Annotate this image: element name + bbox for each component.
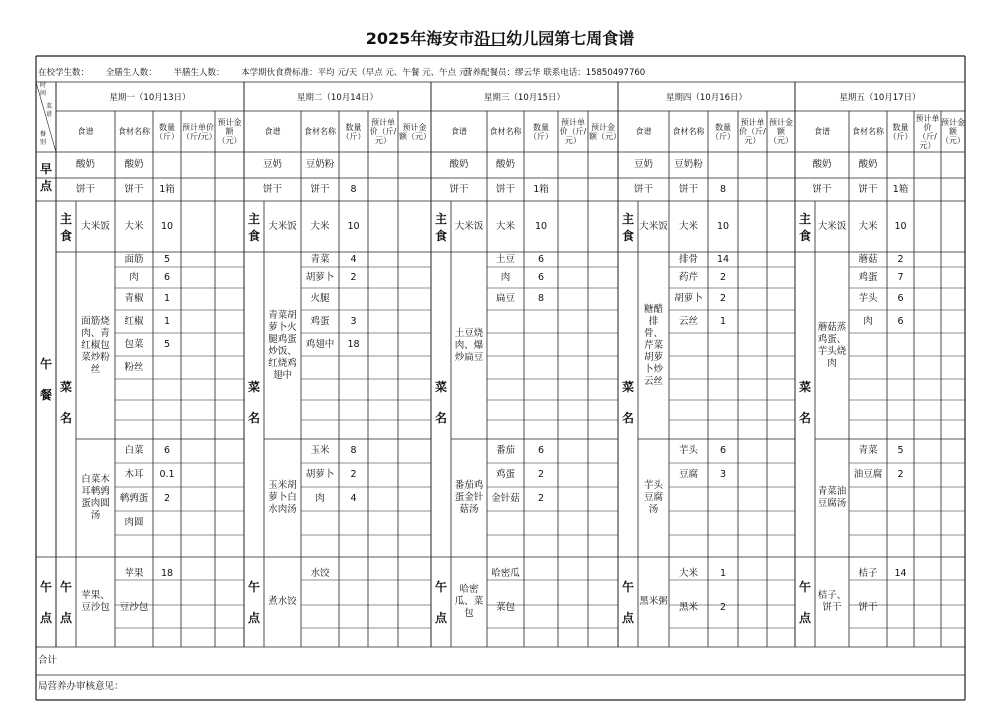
half-meal-label: 半膳生人数： — [173, 68, 225, 78]
corner-time-label: 时间 — [39, 81, 46, 97]
snack-sub-label: 午 点 — [798, 580, 811, 625]
lunch-dish-1-qty: 6 — [897, 293, 904, 304]
dishes-label: 菜 名 — [798, 380, 811, 425]
breakfast-qty: 1箱 — [533, 183, 549, 195]
col-header: 数量（斤） — [341, 122, 366, 141]
breakfast-dish: 酸奶 — [75, 159, 95, 170]
lunch-dish-2: 番茄鸡蛋金针菇汤 — [454, 480, 484, 515]
breakfast-qty: 8 — [350, 183, 357, 195]
lunch-dish-1-ingredient: 排骨 — [678, 253, 698, 265]
lunch-dish-1-qty: 7 — [897, 271, 904, 283]
dishes-label: 菜 名 — [59, 380, 72, 425]
lunch-dish-2: 芋头豆腐汤 — [643, 480, 663, 515]
col-header: 预计单价（斤/元） — [559, 118, 587, 145]
staple-ingredient: 大米 — [495, 220, 515, 232]
breakfast-qty — [153, 152, 181, 178]
staple-qty: 10 — [894, 220, 907, 232]
lunch-dish-2-qty — [153, 511, 181, 535]
snack-ingredient: 菜包 — [495, 602, 515, 613]
snack-ingredient: 饼干 — [858, 602, 878, 613]
col-header: 预计金额（元） — [217, 118, 242, 145]
col-header: 预计单价（斤/元） — [915, 113, 940, 150]
col-header: 预计金额（元） — [941, 118, 965, 145]
lunch-dish-1-qty: 6 — [537, 253, 545, 265]
lunch-dish-2: 青菜油豆腐汤 — [817, 486, 847, 509]
lunch-dish-1: 面筋烧肉、青红椒包菜炒粉丝 — [81, 315, 110, 375]
lunch-dish-1-ingredient: 火腿 — [310, 293, 330, 304]
lunch-dish-1-ingredient: 面筋 — [124, 253, 144, 265]
lunch-dish-1-ingredient: 包菜 — [124, 338, 144, 350]
breakfast-qty: 8 — [719, 183, 727, 195]
lunch-dish-1-qty — [339, 288, 368, 310]
lunch-dish-2: 玉米胡萝卜白水肉汤 — [268, 480, 297, 515]
staple-label: 主 食 — [798, 211, 811, 243]
full-meal-label: 全膳生人数： — [105, 68, 157, 78]
snack-qty: 1 — [719, 568, 727, 579]
lunch-dish-1-ingredient: 云丝 — [678, 315, 698, 327]
lunch-dish-2-ingredient: 油豆腐 — [853, 469, 883, 480]
lunch-dish-2-ingredient: 番茄 — [495, 445, 515, 456]
breakfast-dish: 饼干 — [262, 183, 282, 195]
breakfast-dish: 豆奶 — [262, 159, 282, 170]
lunch-dish-2-qty: 3 — [719, 469, 727, 480]
snack-dish: 苹果、豆沙包 — [81, 590, 110, 613]
lunch-dish-1-qty: 1 — [163, 315, 171, 327]
staple-dish: 大米饭 — [454, 220, 484, 232]
snack-ingredient: 水饺 — [310, 568, 330, 579]
snack-ingredient: 哈密瓜 — [491, 568, 520, 579]
lunch-dish-1-qty: 4 — [350, 253, 357, 265]
staple-label: 主 食 — [247, 211, 260, 243]
lunch-dish-1-qty: 14 — [716, 253, 730, 265]
lunch-dish-1: 蘑菇蒸鸡蛋、芋头烧肉 — [817, 321, 847, 369]
breakfast-ingredient: 豆奶粉 — [305, 159, 335, 170]
breakfast-dish: 酸奶 — [449, 159, 469, 170]
students-label: 在校学生数： — [38, 68, 90, 78]
snack-sub-label: 午 点 — [59, 580, 72, 625]
breakfast-ingredient: 饼干 — [495, 183, 515, 195]
breakfast-dish: 饼干 — [75, 183, 95, 195]
corner-meal-label: 餐别 — [39, 130, 46, 146]
col-header: 预计单价（斤/元） — [182, 122, 217, 141]
snack-ingredient: 苹果 — [124, 568, 144, 579]
lunch-dish-1-qty: 2 — [897, 253, 904, 265]
lunch-dish-1-qty: 2 — [719, 271, 727, 283]
lunch-dish-2-qty: 4 — [350, 493, 357, 504]
col-header: 食谱 — [264, 127, 281, 136]
lunch-dish-1-ingredient: 扁豆 — [495, 293, 515, 304]
lunch-dish-2-qty: 5 — [897, 445, 904, 456]
lunch-dish-2-ingredient: 鸡蛋 — [495, 469, 515, 480]
breakfast-qty: 1箱 — [892, 183, 909, 195]
lunch-dish-2-ingredient: 玉米 — [310, 445, 330, 456]
day-header-1: 星期一（10月13日） — [109, 92, 191, 103]
day-header-5: 星期五（10月17日） — [839, 92, 921, 103]
snack-label: 午 点 — [39, 580, 52, 625]
staple-qty: 10 — [347, 220, 360, 232]
col-header: 预计单价（斤/元） — [739, 118, 766, 145]
staple-label: 主 食 — [434, 211, 447, 243]
lunch-dish-1-ingredient: 青菜 — [310, 253, 330, 265]
snack-qty: 14 — [894, 568, 907, 579]
breakfast-label: 早 点 — [39, 161, 52, 193]
lunch-dish-2-ingredient: 芋头 — [678, 445, 698, 456]
lunch-dish-1-qty: 1 — [719, 315, 727, 327]
breakfast-qty — [887, 152, 914, 178]
breakfast-dish: 豆奶 — [633, 159, 653, 170]
lunch-dish-2-qty: 8 — [350, 445, 357, 456]
col-header: 食谱 — [814, 127, 830, 136]
fee-label: 本学期伙食费标准：平均 元/天（早点 元、午餐 元、午点 元） — [241, 68, 476, 78]
day-header-4: 星期四（10月16日） — [665, 92, 748, 103]
lunch-dish-2-qty: 2 — [897, 469, 904, 480]
staple-dish: 大米饭 — [817, 220, 847, 232]
lunch-dish-1-qty: 3 — [350, 315, 357, 327]
col-header: 预计单价（斤/元） — [369, 118, 397, 145]
staple-qty: 10 — [716, 220, 730, 232]
lunch-dish-1-qty: 6 — [163, 271, 171, 283]
snack-ingredient: 黑米 — [678, 602, 698, 613]
snack-sub-label: 午 点 — [434, 580, 447, 625]
lunch-dish-1-ingredient: 鸡翅中 — [305, 338, 335, 350]
lunch-dish-1: 糖醋排骨、芹菜胡萝卜炒云丝 — [643, 303, 663, 387]
breakfast-ingredient: 酸奶 — [495, 159, 515, 170]
lunch-dish-1-ingredient: 土豆 — [495, 253, 515, 265]
snack-ingredient: 桔子 — [858, 568, 878, 579]
snack-qty — [153, 594, 181, 622]
snack-dish: 哈密瓜、菜包 — [454, 584, 484, 619]
review-label: 局营养办审核意见： — [38, 681, 124, 692]
lunch-dish-1: 青菜胡萝卜火腿鸡蛋炒饭、红烧鸡翅中 — [268, 309, 297, 381]
lunch-dish-2-ingredient: 肉 — [315, 493, 325, 504]
col-header: 食材名称 — [489, 127, 522, 136]
snack-qty — [524, 594, 558, 622]
lunch-dish-2-qty: 2 — [350, 469, 357, 480]
snack-ingredient: 豆沙包 — [119, 602, 149, 613]
lunch-dish-2: 白菜木耳鹌鹑蛋肉圆汤 — [81, 474, 110, 521]
lunch-dish-2-qty: 2 — [537, 493, 545, 504]
snack-qty — [524, 560, 558, 588]
page-title: 2025年海安市沿口幼儿园第七周食谱 — [365, 29, 635, 48]
staple-ingredient: 大米 — [678, 220, 698, 232]
breakfast-dish: 酸奶 — [812, 159, 832, 170]
col-header: 预计金额（元） — [769, 118, 793, 145]
lunch-dish-2-qty: 2 — [163, 493, 171, 504]
lunch-dish-1-qty: 2 — [350, 271, 357, 283]
lunch-dish-1-qty: 5 — [163, 253, 171, 265]
lunch-dish-1-ingredient: 粉丝 — [124, 361, 144, 373]
staple-label: 主 食 — [59, 211, 72, 243]
lunch-dish-1-qty: 2 — [719, 293, 727, 304]
lunch-dish-2-qty: 6 — [537, 445, 545, 456]
dishes-label: 菜 名 — [621, 380, 634, 425]
lunch-dish-1-ingredient: 蘑菇 — [858, 253, 878, 265]
lunch-dish-2-qty: 6 — [163, 445, 171, 456]
col-header: 预计金额（元） — [589, 122, 621, 141]
snack-dish: 黑米粥 — [639, 596, 668, 607]
staple-qty: 10 — [160, 220, 174, 232]
lunch-dish-1-ingredient: 红椒 — [124, 315, 144, 327]
breakfast-ingredient: 饼干 — [310, 183, 330, 195]
snack-qty — [887, 594, 914, 622]
dishes-label: 菜 名 — [434, 380, 447, 425]
col-header: 预计金额（元） — [399, 122, 431, 141]
staple-qty: 10 — [534, 220, 548, 232]
staple-ingredient: 大米 — [310, 220, 330, 232]
lunch-dish-2-ingredient: 胡萝卜 — [305, 469, 335, 480]
lunch-dish-1-qty — [153, 356, 181, 379]
lunch-dish-1-qty: 6 — [537, 271, 545, 283]
staple-label: 主 食 — [621, 211, 634, 243]
snack-sub-label: 午 点 — [247, 580, 260, 625]
lunch-dish-1-ingredient: 肉 — [863, 315, 873, 327]
col-header: 食谱 — [635, 127, 652, 136]
col-header: 数量（斤） — [888, 122, 913, 141]
lunch-dish-2-ingredient: 白菜 — [124, 445, 144, 456]
lunch-dish-2-qty: 2 — [537, 469, 545, 480]
lunch-dish-1: 土豆烧肉、爆炒扁豆 — [454, 327, 484, 363]
staple-dish: 大米饭 — [268, 220, 297, 232]
lunch-dish-1-ingredient: 药芹 — [678, 271, 698, 283]
breakfast-qty — [524, 152, 558, 178]
lunch-dish-1-ingredient: 胡萝卜 — [305, 271, 335, 283]
col-header: 食材名称 — [304, 127, 336, 136]
lunch-dish-2-qty: 0.1 — [159, 469, 175, 480]
breakfast-ingredient: 酸奶 — [124, 159, 144, 170]
breakfast-qty — [339, 152, 368, 178]
col-header: 食材名称 — [672, 127, 705, 136]
staff-label: 营养配餐员：缪云华 联系电话：15850497760 — [464, 68, 646, 78]
lunch-dish-1-ingredient: 鸡蛋 — [858, 271, 878, 283]
lunch-dish-2-qty: 6 — [719, 445, 727, 456]
corner-dish-label: 菜谱 — [45, 102, 52, 118]
lunch-dish-2-ingredient: 木耳 — [124, 469, 144, 480]
snack-qty: 18 — [160, 568, 174, 579]
lunch-dish-1-qty: 1 — [163, 293, 171, 304]
col-header: 食谱 — [451, 127, 467, 136]
staple-dish: 大米饭 — [639, 220, 668, 232]
snack-qty — [339, 560, 368, 588]
lunch-dish-2-ingredient: 肉圆 — [124, 517, 144, 528]
lunch-dish-1-ingredient: 芋头 — [858, 293, 878, 304]
lunch-dish-2-ingredient: 金针菇 — [491, 493, 520, 504]
snack-qty: 2 — [719, 602, 727, 613]
lunch-dish-1-qty: 18 — [347, 338, 360, 350]
breakfast-ingredient: 豆奶粉 — [674, 159, 703, 170]
breakfast-ingredient: 饼干 — [124, 183, 144, 195]
col-header: 数量（斤） — [711, 122, 735, 141]
breakfast-dish: 饼干 — [812, 183, 832, 195]
col-header: 数量（斤） — [529, 122, 553, 141]
staple-dish: 大米饭 — [81, 220, 110, 232]
breakfast-ingredient: 饼干 — [858, 183, 878, 195]
lunch-dish-2-ingredient: 青菜 — [858, 445, 878, 456]
snack-dish: 煮水饺 — [268, 596, 297, 607]
lunch-dish-2-ingredient: 豆腐 — [678, 469, 698, 480]
breakfast-qty: 1箱 — [159, 183, 175, 195]
col-header: 数量（斤） — [155, 122, 179, 141]
snack-ingredient: 大米 — [678, 568, 698, 579]
lunch-dish-1-ingredient: 鸡蛋 — [310, 315, 330, 327]
breakfast-ingredient: 酸奶 — [858, 159, 878, 170]
dishes-label: 菜 名 — [247, 380, 260, 425]
lunch-dish-1-ingredient: 胡萝卜 — [674, 293, 703, 304]
lunch-dish-2-ingredient: 鹌鹑蛋 — [119, 493, 149, 504]
lunch-label: 午 餐 — [39, 357, 52, 402]
staple-ingredient: 大米 — [124, 220, 144, 232]
snack-sub-label: 午 点 — [621, 580, 634, 625]
col-header: 食材名称 — [852, 127, 884, 136]
staple-ingredient: 大米 — [858, 220, 878, 232]
day-header-2: 星期二（10月14日） — [296, 92, 379, 103]
lunch-dish-1-qty: 8 — [537, 293, 545, 304]
total-label: 合计 — [38, 655, 58, 666]
breakfast-dish: 饼干 — [633, 183, 653, 195]
lunch-dish-1-qty: 5 — [163, 338, 171, 350]
col-header: 食谱 — [77, 127, 94, 136]
day-header-3: 星期三（10月15日） — [483, 92, 566, 103]
snack-dish: 桔子、饼干 — [817, 590, 847, 613]
breakfast-dish: 饼干 — [449, 183, 469, 195]
lunch-dish-1-ingredient: 肉 — [129, 271, 139, 283]
col-header: 食材名称 — [118, 127, 150, 136]
breakfast-ingredient: 饼干 — [678, 183, 698, 195]
lunch-dish-1-qty: 6 — [897, 315, 904, 327]
lunch-dish-1-ingredient: 青椒 — [124, 293, 144, 304]
breakfast-qty — [708, 152, 738, 178]
lunch-dish-1-ingredient: 肉 — [500, 271, 511, 283]
